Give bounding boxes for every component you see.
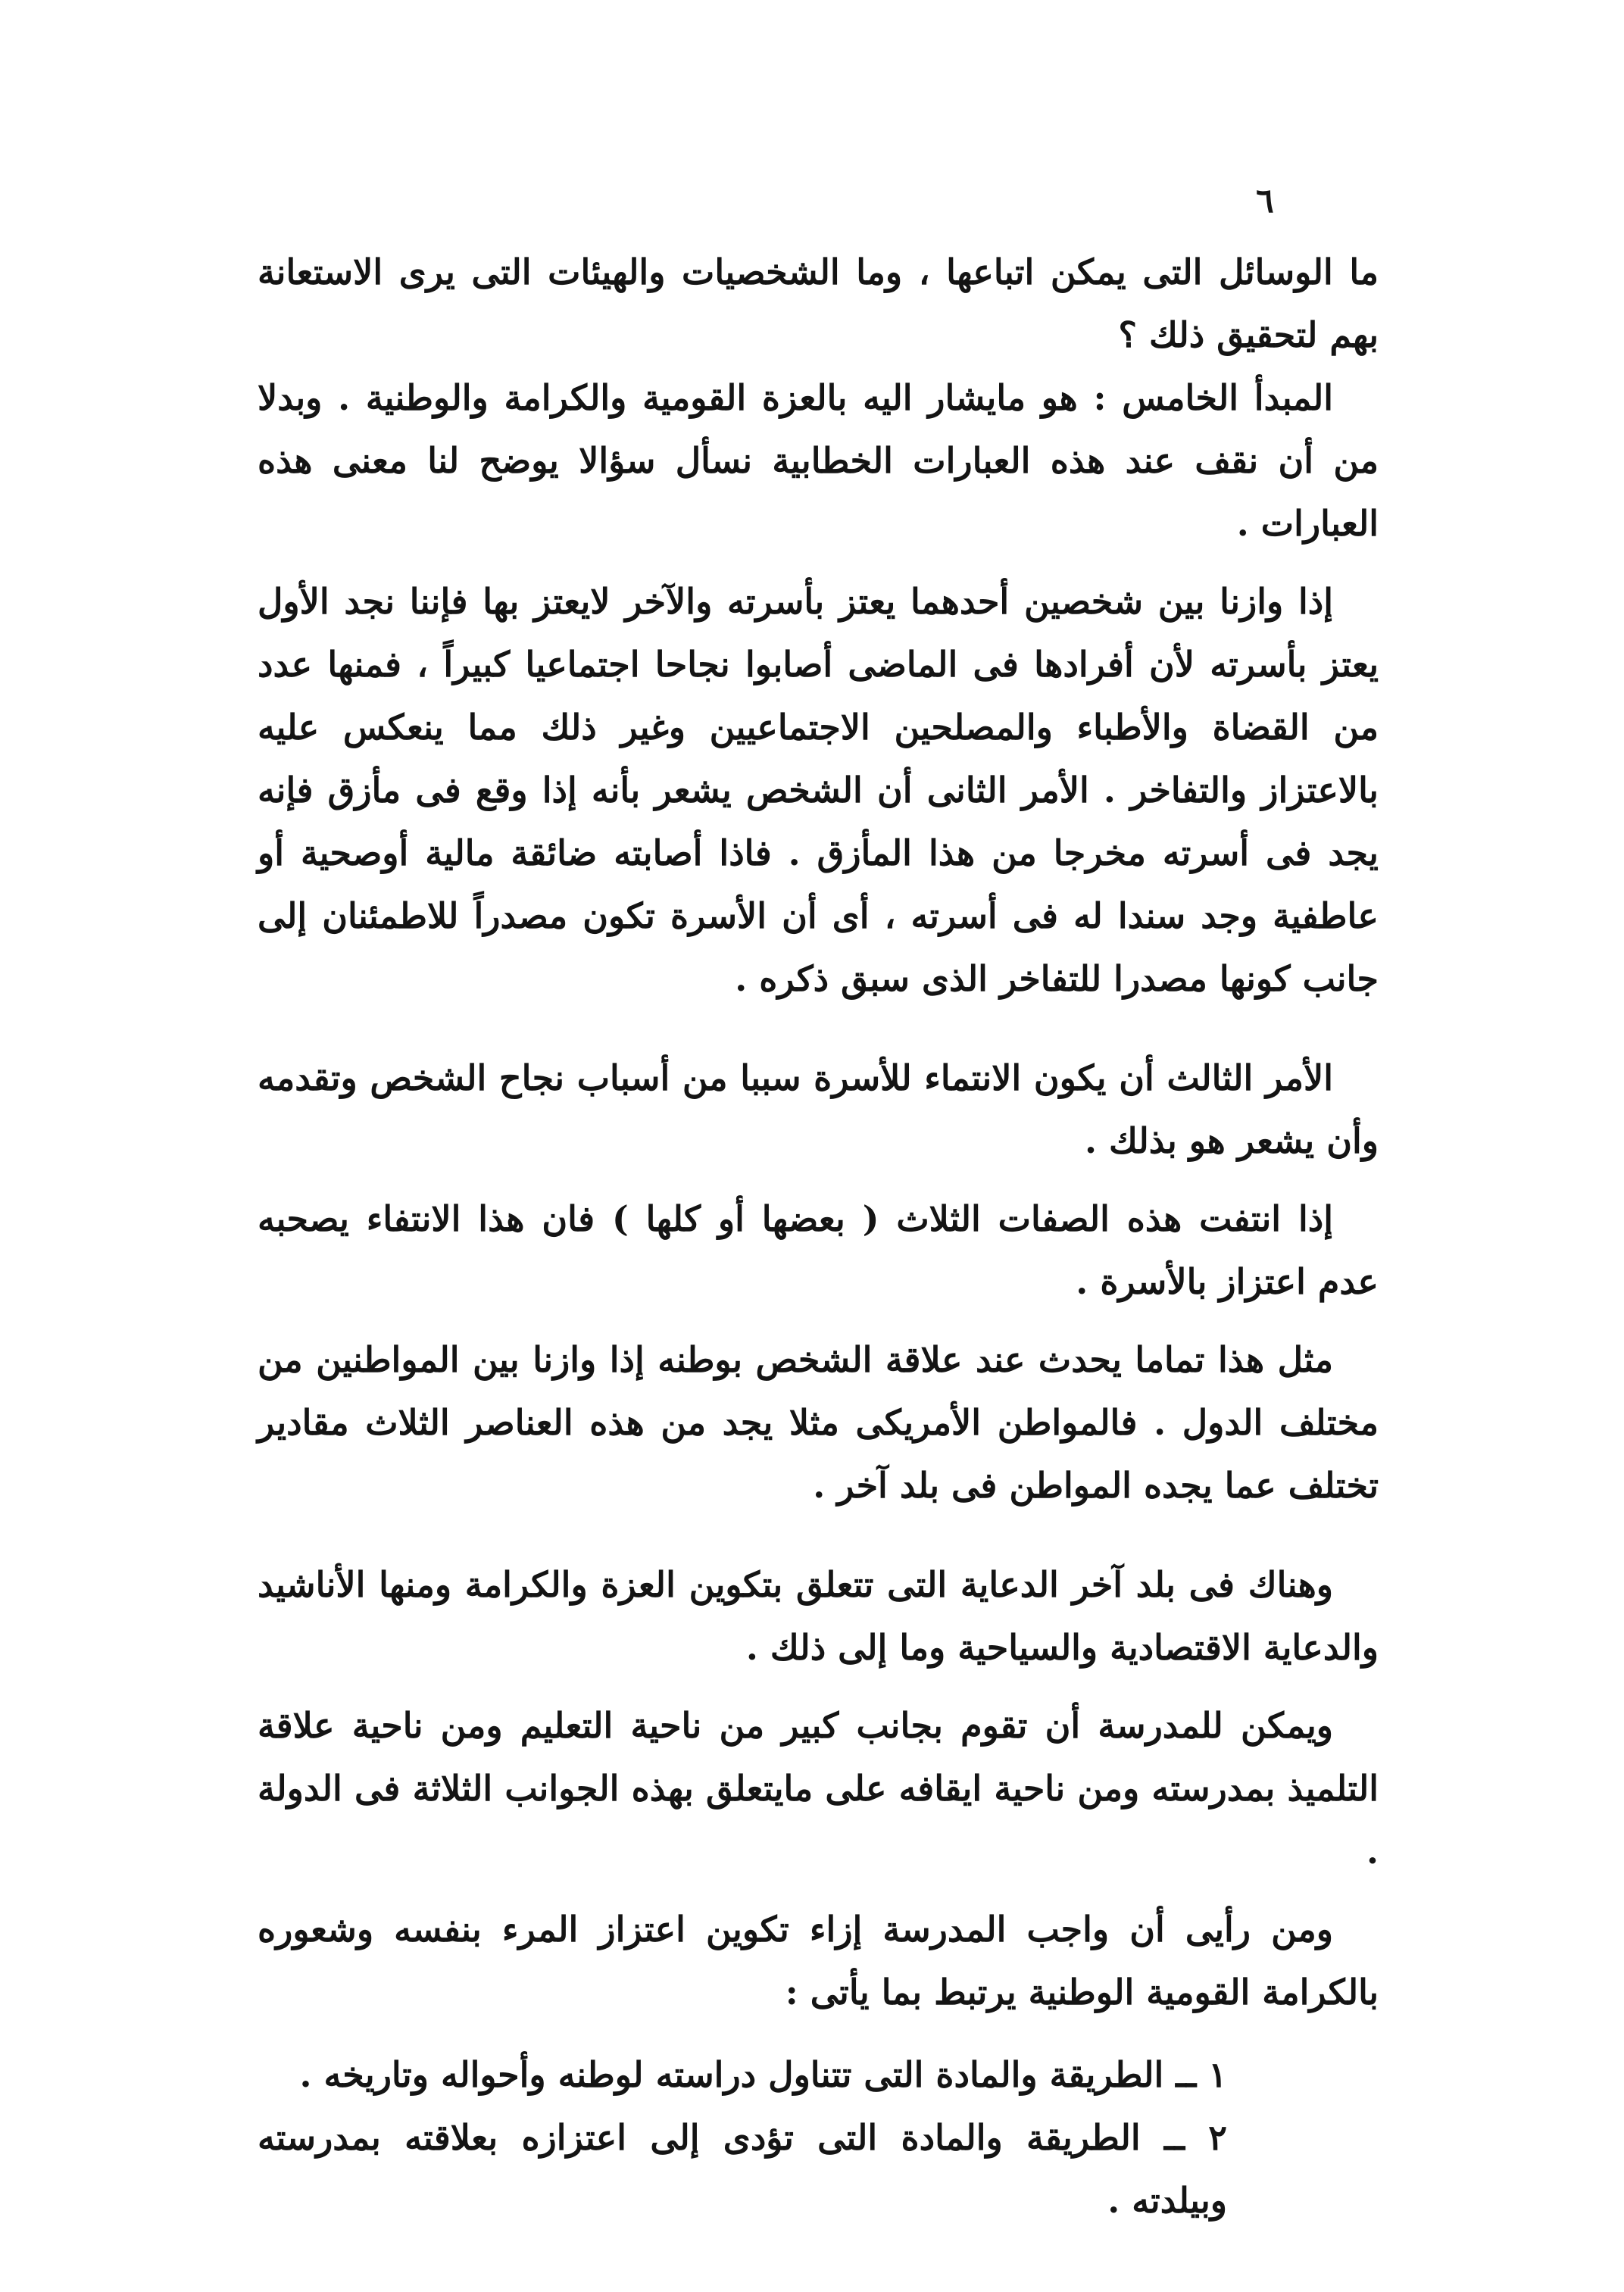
paragraph-1: ما الوسائل التى يمكن اتباعها ، وما الشخصيات والهيئات التى يرى الاستعانة بهم لتحقيق ذلك ؟ bbox=[258, 251, 1379, 355]
paragraph-5: إذا انتفت هذه الصفات الثلاث ( بعضها أو كلها ) فان هذا الانتفاء يصحبه عدم اعتزاز بالأسرة . bbox=[258, 1198, 1379, 1302]
numbered-list bbox=[258, 2044, 1379, 2232]
list-item-1: ١ ــ الطريقة والمادة التى تتناول دراسته لوطنه وأحواله وتاريخه . bbox=[299, 2054, 1227, 2095]
page-number: ٦ bbox=[1256, 182, 1274, 220]
paragraph-7: وهناك فى بلد آخر الدعاية التى تتعلق بتكوين العزة والكرامة ومنها الأناشيد والدعاية الاقتصادية والسياحية وما إلى ذلك . bbox=[258, 1564, 1379, 1668]
paragraph-8: ويمكن للمدرسة أن تقوم بجانب كبير من ناحية التعليم ومن ناحية علاقة التلميذ بمدرسته ومن ناحية ايقافه على مايتعلق بهذه الجوانب الثلاثة فى الدولة . bbox=[258, 1705, 1379, 1872]
list-item-2: ٢ ــ الطريقة والمادة التى تؤدى إلى اعتزازه بعلاقته بمدرسته وبيلدته . bbox=[258, 2117, 1227, 2221]
paragraph-4: الأمر الثالث أن يكون الانتماء للأسرة سببا من أسباب نجاح الشخص وتقدمه وأن يشعر هو بذلك . bbox=[258, 1057, 1379, 1161]
paragraph-6: مثل هذا تماما يحدث عند علاقة الشخص بوطنه إذا وازنا بين المواطنين من مختلف الدول . فالمواطن الأمريكى مثلا يجد من هذه العناصر الثلاث مقادير تختلف عما يجده المواطن فى بلد آخر . bbox=[258, 1339, 1379, 1506]
paragraph-9: ومن رأيى أن واجب المدرسة إزاء تكوين اعتزاز المرء بنفسه وشعوره بالكرامة القومية الوطنية يرتبط بما يأتى : bbox=[258, 1909, 1379, 2013]
page-body bbox=[258, 241, 1379, 2232]
paragraph-2: المبدأ الخامس : هو مايشار اليه بالعزة القومية والكرامة والوطنية . وبدلا من أن نقف عند هذه العبارات الخطابية نسأل سؤالا يوضح لنا معنى هذه العبارات . bbox=[258, 377, 1379, 544]
paragraph-3: إذا وازنا بين شخصين أحدهما يعتز بأسرته والآخر لايعتز بها فإننا نجد الأول يعتز بأسرته لأن أفرادها فى الماضى أصابوا نجاحا اجتماعيا كبيراً ، فمنها عدد من القضاة والأطباء والمصلحين الاجتماعيين وغير ذلك مما ينعكس عليه بالاعتزاز والتفاخر . الأمر الثانى أن الشخص يشعر بأنه إذا وقع فى مأزق فإنه يجد فى أسرته مخرجا من هذا المأزق . فاذا أصابته ضائقة مالية أوصحية أو عاطفية وجد سندا له فى أسرته ، أى أن الأسرة تكون مصدراً للاطمئنان إلى جانب كونها مصدرا للتفاخر الذى سبق ذكره . bbox=[258, 581, 1379, 999]
